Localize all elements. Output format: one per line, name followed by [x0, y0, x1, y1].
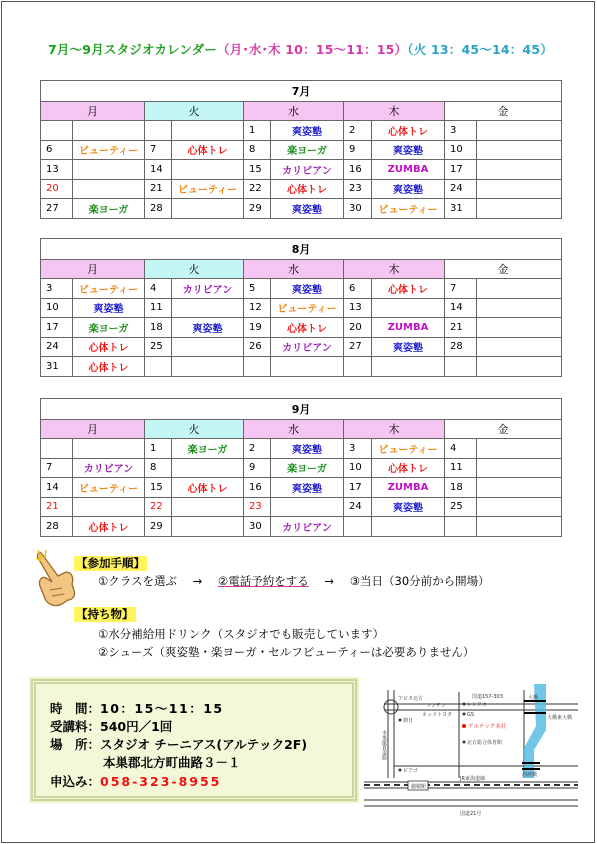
date-number: [145, 357, 172, 377]
info-place-value: スタジオ チーニアス(アルテック2F): [100, 737, 308, 752]
belongings-item-2: ②シューズ（爽姿塾・楽ヨーガ・セルフビューティーは必要ありません）: [98, 645, 475, 659]
class-name: 心体トレ: [372, 121, 445, 141]
info-time: [50, 699, 224, 717]
weekday-header: 月: [41, 102, 145, 121]
class-name: 爽姿塾: [372, 497, 445, 517]
date-number: 23: [344, 179, 372, 199]
class-name: [172, 121, 244, 141]
class-name: カリビアン: [271, 337, 344, 357]
class-name: [477, 160, 562, 180]
info-apply: [50, 772, 221, 790]
date-number: [445, 357, 477, 377]
procedure-steps: [98, 573, 490, 589]
date-number: 25: [145, 337, 172, 357]
date-number: 22: [244, 179, 271, 199]
date-number: 1: [244, 121, 271, 141]
class-name: 爽姿塾: [271, 121, 344, 141]
date-number: 14: [445, 298, 477, 318]
procedure-heading: 【参加手順】: [76, 556, 145, 570]
date-number: [41, 121, 73, 141]
weekday-header: 金: [445, 420, 562, 439]
class-name: 心体トレ: [172, 478, 244, 498]
class-name: 心体トレ: [372, 279, 445, 299]
date-number: 20: [344, 318, 372, 338]
calendar-week-row: [41, 179, 562, 199]
calendar-week-row: [41, 199, 562, 219]
date-number: 3: [445, 121, 477, 141]
date-number: 11: [145, 298, 172, 318]
class-name: [172, 517, 244, 537]
date-number: 14: [145, 160, 172, 180]
calendar-week-row: [41, 497, 562, 517]
date-number: 3: [41, 279, 73, 299]
weekday-header: 金: [445, 102, 562, 121]
date-number: 16: [344, 160, 372, 180]
date-number: 15: [145, 478, 172, 498]
class-name: [477, 121, 562, 141]
calendar-week-row: [41, 298, 562, 318]
weekday-header: 木: [344, 260, 445, 279]
date-number: [344, 357, 372, 377]
calendar-week-row: [41, 160, 562, 180]
class-name: [172, 199, 244, 219]
date-number: 31: [445, 199, 477, 219]
class-name: [372, 357, 445, 377]
class-name: 楽ヨーガ: [73, 318, 145, 338]
map-label-library: 北方総合体育館: [467, 740, 503, 746]
date-number: 16: [244, 478, 271, 498]
class-name: [73, 439, 145, 459]
class-name: [372, 298, 445, 318]
procedure-step-3: ③当日（30分前から開場）: [349, 574, 490, 588]
arrow-1: →: [192, 574, 203, 588]
date-number: 8: [145, 458, 172, 478]
class-name: [73, 179, 145, 199]
class-name: [477, 337, 562, 357]
class-name: [271, 497, 344, 517]
calendar-week-row: [41, 140, 562, 160]
date-number: 31: [41, 357, 73, 377]
date-number: 23: [244, 497, 271, 517]
class-name: 爽姿塾: [73, 298, 145, 318]
class-name: ビューティー: [172, 179, 244, 199]
calendar-week-row: [41, 517, 562, 537]
calendar-week-row: [41, 318, 562, 338]
map-label-netto: ネッツトヨタ: [422, 712, 453, 718]
class-name: [477, 357, 562, 377]
map-label-gs: GS: [467, 712, 475, 718]
date-number: 13: [41, 160, 73, 180]
date-number: 21: [445, 318, 477, 338]
class-name: [477, 439, 562, 459]
date-number: 29: [145, 517, 172, 537]
weekday-header: 金: [445, 260, 562, 279]
date-number: 22: [145, 497, 172, 517]
info-time-value: 10：15～11：15: [100, 701, 224, 716]
weekday-header: 木: [344, 102, 445, 121]
class-name: ビューティー: [73, 140, 145, 160]
weekday-header: 木: [344, 420, 445, 439]
date-number: 4: [145, 279, 172, 299]
class-name: [477, 478, 562, 498]
class-name: [477, 458, 562, 478]
calendar-week-row: [41, 478, 562, 498]
class-name: 楽ヨーガ: [172, 439, 244, 459]
class-name: ビューティー: [73, 478, 145, 498]
date-number: 4: [445, 439, 477, 459]
date-number: [244, 357, 271, 377]
date-number: 27: [41, 199, 73, 219]
date-number: 13: [344, 298, 372, 318]
date-number: 30: [244, 517, 271, 537]
date-number: 12: [244, 298, 271, 318]
procedure-step-2: ②電話予約をする: [217, 574, 309, 588]
map-label-piago: ピアゴ: [403, 768, 418, 774]
class-name: ZUMBA: [372, 478, 445, 498]
class-name: 爽姿塾: [271, 478, 344, 498]
weekday-header: 火: [145, 102, 244, 121]
date-number: 3: [344, 439, 372, 459]
date-number: 24: [41, 337, 73, 357]
date-number: 30: [344, 199, 372, 219]
calendar-month-title: 9月: [41, 399, 562, 420]
info-phone-number: 058-323-8955: [100, 774, 222, 789]
class-name: [372, 517, 445, 537]
date-number: 5: [244, 279, 271, 299]
calendar-month-title: 7月: [41, 81, 562, 102]
weekday-header: 水: [244, 260, 344, 279]
date-number: 10: [41, 298, 73, 318]
class-name: [172, 337, 244, 357]
date-number: 17: [344, 478, 372, 498]
belongings-item-1: ①水分補給用ドリンク（スタジオでも販売しています）: [98, 627, 385, 641]
class-name: ビューティー: [372, 439, 445, 459]
calendar-week-row: [41, 337, 562, 357]
date-number: 28: [145, 199, 172, 219]
date-number: 15: [244, 160, 271, 180]
class-name: カリビアン: [172, 279, 244, 299]
weekday-header: 水: [244, 420, 344, 439]
map-label-dai-bridge-east: 大橋東大橋: [547, 715, 573, 721]
class-name: 心体トレ: [271, 179, 344, 199]
date-number: [344, 517, 372, 537]
date-number: 21: [145, 179, 172, 199]
class-name: [172, 298, 244, 318]
date-number: 2: [244, 439, 271, 459]
class-name: [477, 298, 562, 318]
date-number: 19: [244, 318, 271, 338]
class-name: [172, 458, 244, 478]
class-name: 心体トレ: [172, 140, 244, 160]
date-number: 10: [445, 140, 477, 160]
date-number: 9: [244, 458, 271, 478]
class-name: 爽姿塾: [271, 279, 344, 299]
map-label-apita: アピタ北方: [398, 696, 424, 702]
date-number: 14: [41, 478, 73, 498]
class-name: [477, 318, 562, 338]
procedure-step-1: ①クラスを選ぶ: [98, 574, 177, 588]
calendar-week-row: [41, 439, 562, 459]
weekday-header: 月: [41, 420, 145, 439]
class-name: ZUMBA: [372, 318, 445, 338]
map-label-altec: アルテック本社: [468, 724, 507, 730]
date-number: 8: [244, 140, 271, 160]
date-number: 24: [445, 179, 477, 199]
access-map: [364, 670, 578, 818]
class-name: 心体トレ: [73, 517, 145, 537]
class-name: カリビアン: [271, 160, 344, 180]
class-name: [477, 517, 562, 537]
map-label-jr-line: JR東海道線: [460, 776, 485, 782]
class-name: [73, 121, 145, 141]
title-schedule-mwth: （月･水･木 10：15～11：15）: [217, 42, 408, 57]
class-name: [172, 357, 244, 377]
title-schedule-tue: （火 13：45～14：45）: [407, 42, 553, 57]
date-number: 6: [344, 279, 372, 299]
date-number: 10: [344, 458, 372, 478]
class-name: ZUMBA: [372, 160, 445, 180]
calendar-7: [40, 80, 562, 219]
info-fee-value: 540円／1回: [100, 719, 173, 734]
date-number: 6: [41, 140, 73, 160]
weekday-header: 火: [145, 420, 244, 439]
date-number: 21: [41, 497, 73, 517]
map-label-kitagata-road: 本巣縦貫道路: [381, 730, 387, 760]
map-label-hospital: 朝日: [403, 718, 414, 724]
page-title: [48, 40, 553, 58]
class-name: [477, 199, 562, 219]
weekday-header: 月: [41, 260, 145, 279]
info-fee: [50, 717, 172, 735]
class-name: 爽姿塾: [271, 199, 344, 219]
date-number: [445, 517, 477, 537]
map-label-route157: 国道157-303: [472, 694, 503, 700]
class-name: [73, 497, 145, 517]
info-place-label: 場 所：: [50, 737, 101, 752]
date-number: 24: [344, 497, 372, 517]
class-name: 心体トレ: [73, 337, 145, 357]
class-name: [477, 140, 562, 160]
class-name: カリビアン: [271, 517, 344, 537]
map-label-dai-bridge: 大橋: [528, 695, 539, 701]
weekday-header: 火: [145, 260, 244, 279]
date-number: 1: [145, 439, 172, 459]
map-label-station: 穂積駅: [411, 784, 427, 790]
calendar-week-row: [41, 279, 562, 299]
title-main: 7月～9月スタジオカレンダー: [48, 42, 218, 57]
date-number: 2: [344, 121, 372, 141]
class-name: 心体トレ: [271, 318, 344, 338]
map-label-kawara: 河渡橋: [522, 772, 538, 778]
date-number: 26: [244, 337, 271, 357]
date-number: 7: [41, 458, 73, 478]
date-number: 11: [445, 458, 477, 478]
class-name: 楽ヨーガ: [271, 458, 344, 478]
date-number: [41, 439, 73, 459]
class-name: 楽ヨーガ: [73, 199, 145, 219]
class-name: 楽ヨーガ: [271, 140, 344, 160]
belongings-heading: 【持ち物】: [76, 607, 134, 621]
date-number: 28: [445, 337, 477, 357]
map-label-rental: レンタカー: [467, 702, 492, 708]
date-number: 20: [41, 179, 73, 199]
class-name: 心体トレ: [372, 458, 445, 478]
date-number: 28: [41, 517, 73, 537]
class-name: 爽姿塾: [372, 179, 445, 199]
calendar-8: [40, 238, 562, 377]
info-fee-label: 受講料：: [50, 719, 101, 734]
page: [1, 1, 595, 843]
class-name: ビューティー: [271, 298, 344, 318]
pointing-hand-icon: [36, 550, 78, 608]
class-name: 爽姿塾: [372, 140, 445, 160]
arrow-2: →: [324, 574, 335, 588]
date-number: 17: [41, 318, 73, 338]
date-number: 18: [445, 478, 477, 498]
date-number: 9: [344, 140, 372, 160]
date-number: 27: [344, 337, 372, 357]
weekday-header: 水: [244, 102, 344, 121]
date-number: 29: [244, 199, 271, 219]
class-name: カリビアン: [73, 458, 145, 478]
date-number: 25: [445, 497, 477, 517]
calendar-week-row: [41, 357, 562, 377]
class-name: 心体トレ: [73, 357, 145, 377]
info-address: 本巣郡北方町曲路３－１: [103, 755, 241, 770]
class-name: 爽姿塾: [172, 318, 244, 338]
class-name: [477, 179, 562, 199]
class-name: [172, 497, 244, 517]
class-name: 爽姿塾: [271, 439, 344, 459]
map-label-manten: マンテン: [426, 703, 446, 709]
class-name: [73, 160, 145, 180]
class-name: [172, 160, 244, 180]
class-name: [477, 497, 562, 517]
date-number: 7: [145, 140, 172, 160]
class-name: [477, 279, 562, 299]
calendar-month-title: 8月: [41, 239, 562, 260]
date-number: [145, 121, 172, 141]
calendar-9: [40, 398, 562, 537]
calendar-week-row: [41, 458, 562, 478]
info-time-label: 時 間：: [50, 701, 101, 716]
info-place: [50, 735, 307, 753]
class-name: [271, 357, 344, 377]
date-number: 18: [145, 318, 172, 338]
date-number: 17: [445, 160, 477, 180]
class-name: ビューティー: [372, 199, 445, 219]
date-number: 7: [445, 279, 477, 299]
calendar-week-row: [41, 121, 562, 141]
map-label-route21: 国道21号: [460, 811, 482, 817]
info-apply-label: 申込み：: [50, 774, 101, 789]
class-name: ビューティー: [73, 279, 145, 299]
class-name: 爽姿塾: [372, 337, 445, 357]
